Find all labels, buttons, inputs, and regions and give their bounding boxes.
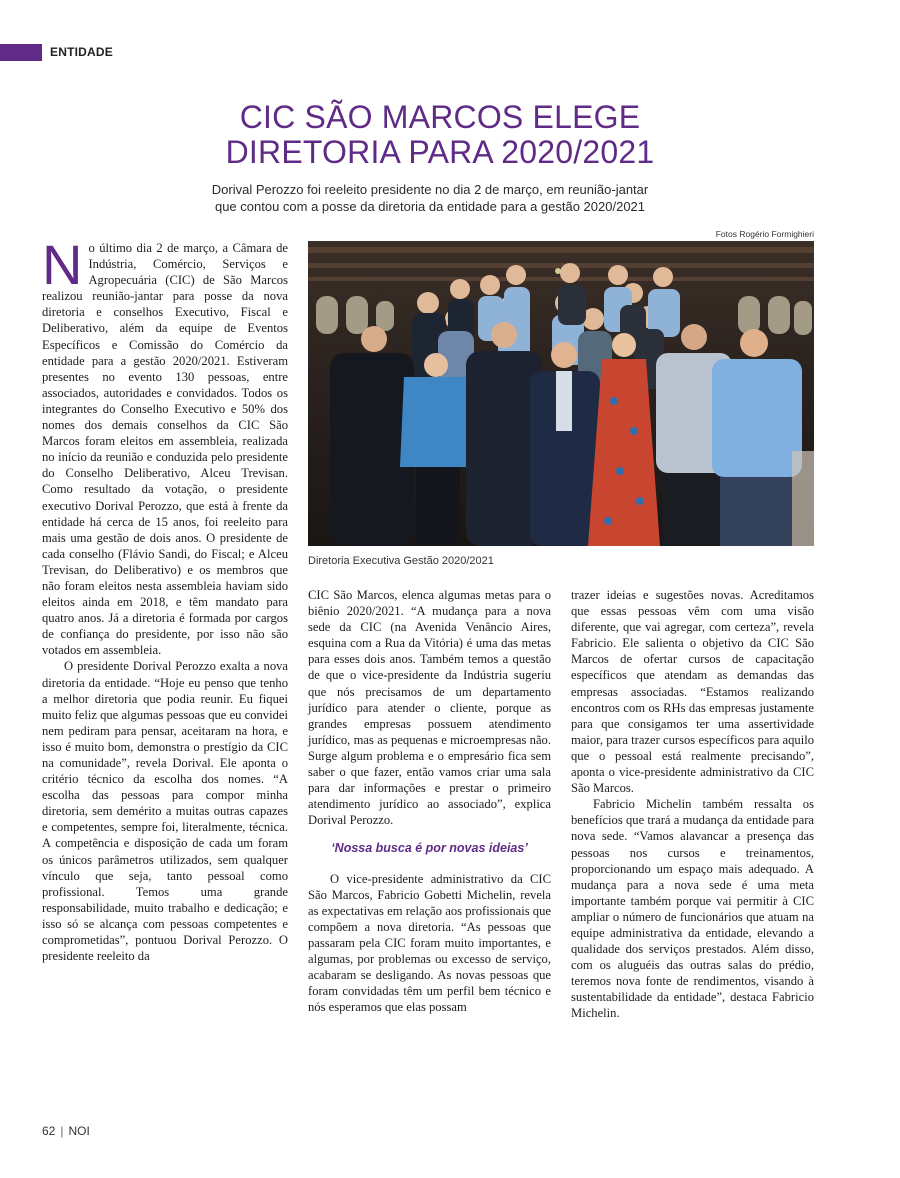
article-paragraph: O vice-presidente administrativo da CIC São Marcos, Fabricio Gobetti Michelin, revela as expectativas em relação aos profissionais que compõem a nova diretoria. “As pessoas que passaram pela CIC foram muito importantes, e algumas, por problemas ou excesso de serviço, acabaram se desligando. As novas pessoas que foram convidadas têm um perfil bem técnico e nós esperamos que elas possam	[308, 871, 551, 1015]
article-column-3	[571, 587, 814, 1022]
article-paragraph: O presidente Dorival Perozzo exalta a nova diretoria da entidade. “Hoje eu penso que tenho a melhor diretoria que podia reunir. Eu fiquei muito feliz que algumas pessoas que eu convidei nem pediram para pensar, aceitaram na hora, e isso é muito bom, demonstra o prestígio da CIC na comunidade”, revela Dorival. Ele aponta o critério técnico da escolha dos nomes. “A escolha das pessoas para compor minha diretoria, sem demérito a muitas outras capazes e competentes, sempre foi, literalmente, técnica. A competência e disposição de cada um foram os únicos parâmetros utilizados, sem qualquer vínculo que seja, tanto pessoal como profissional. Temos uma grande responsabilidade, muito trabalho e dedicação; e isso só se alcança com pessoas competentes e comprometidas”, pontuou Dorival Perozzo. O presidente reeleito da	[42, 659, 288, 964]
section-label: ENTIDADE	[50, 45, 113, 59]
drop-cap: N	[42, 233, 83, 296]
photo-caption: Diretoria Executiva Gestão 2020/2021	[308, 555, 494, 567]
headline-line-2: DIRETORIA PARA 2020/2021	[225, 134, 655, 170]
photo-credit: Fotos Rogério Formighieri	[715, 229, 814, 239]
headline-line-1: CIC SÃO MARCOS ELEGE	[239, 99, 641, 135]
article-column-1	[42, 233, 288, 964]
article-paragraph	[42, 233, 288, 658]
section-color-tab	[0, 44, 42, 61]
page-number: 62	[42, 1124, 56, 1138]
article-subtitle	[140, 181, 720, 215]
article-headline	[150, 100, 730, 170]
subtitle-line-2: que contou com a posse da diretoria da entidade para a gestão 2020/2021	[214, 199, 646, 214]
article-paragraph: CIC São Marcos, elenca algumas metas para o biênio 2020/2021. “A mudança para a nova sede da CIC (na Avenida Venâncio Aires, esquina com a Rua da Vitória) é uma das metas para esses dois anos. Também temos a questão de que o vice-presidente da Indústria sugeriu que nós precisamos de um departamento jurídico para atender o cliente, porque as grandes empresas possuem atendimento jurídico, mas as pequenas e microempresas não. Surge algum problema e o empresário fica sem saber o que fazer, então vamos criar uma sala para dar informações e prestar o primeiro atendimento jurídico ao associado”, explica Dorival Perozzo.	[308, 588, 551, 828]
article-paragraph: Fabricio Michelin também ressalta os benefícios que trará a mudança da entidade para nova sede. “Vamos alavancar a presença das pessoas nos cursos e treinamentos, proporcionando um espaço mais adequado. A mudança para a nova sede é uma meta importante também porque vai permitir à CIC ampliar o número de funcionários que atuam na equipe administrativa da entidade, elevando a qualidade dos serviços prestados. Além disso, com os aluguéis das outras salas do prédio, teremos nova fonte de rendimentos, visando à sustentabilidade da entidade”, destaca Fabricio Michelin.	[571, 797, 814, 1021]
article-column-2	[308, 587, 551, 1015]
magazine-name: NOI	[68, 1124, 90, 1138]
paragraph-text: o último dia 2 de março, a Câmara de Indústria, Comércio, Serviços e Agropecuária (CIC) de São Marcos realizou reunião-jantar para posse da nova diretoria e conselhos Executivo, Fiscal e Deliberativo, além da equipe de Eventos Específicos e Comissão do Comércio da entidade para a gestão 2020/2021. Estiveram presentes no evento 130 pessoas, entre associados, autoridades e convidados. Todos os integrantes do Conselho Executivo e 50% dos nomes dos demais conselhos da CIC São Marcos foram eleitos em assembleia, realizada no início da reunião e conduzida pelo presidente do Conselho Deliberativo, Alceu Trevisan. Como resultado da votação, o presidente executivo Dorival Perozzo, que está à frente da entidade há cerca de 15 anos, foi reeleito para mais uma gestão de dois anos. O presidente de cada conselho (Flávio Sandi, do Fiscal; e Alceu Trevisan, do Deliberativo) e os membros que não foram eleitos nesta assembleia haviam sido eleitos ainda em 2018, e têm mandato para quatro anos. Já a diretoria é formada por cargos de confiança do presidente, por isso não são votados em assembleia.	[42, 241, 288, 658]
subtitle-line-1: Dorival Perozzo foi reeleito presidente no dia 2 de março, em reunião-jantar	[211, 182, 649, 197]
page-footer	[42, 1124, 90, 1138]
section-subheading: ‘Nossa busca é por novas ideias’	[331, 841, 528, 856]
group-photo	[308, 241, 814, 546]
article-paragraph: trazer ideias e sugestões novas. Acreditamos que essas pessoas vêm com uma visão diferente, que vai agregar, com certeza”, revela Fabricio. Ele salienta o objetivo da CIC São Marcos de ofertar cursos de capacitação específicos que atendam as demandas das empresas associadas. “Estamos realizando encontros com os RHs das empresas justamente para que consigamos ter uma assertividade maior, para trazer cursos específicos para aquilo que o pessoal está realmente precisando”, aponta o vice-presidente administrativo da CIC São Marcos.	[571, 588, 814, 796]
footer-separator: |	[60, 1124, 64, 1138]
